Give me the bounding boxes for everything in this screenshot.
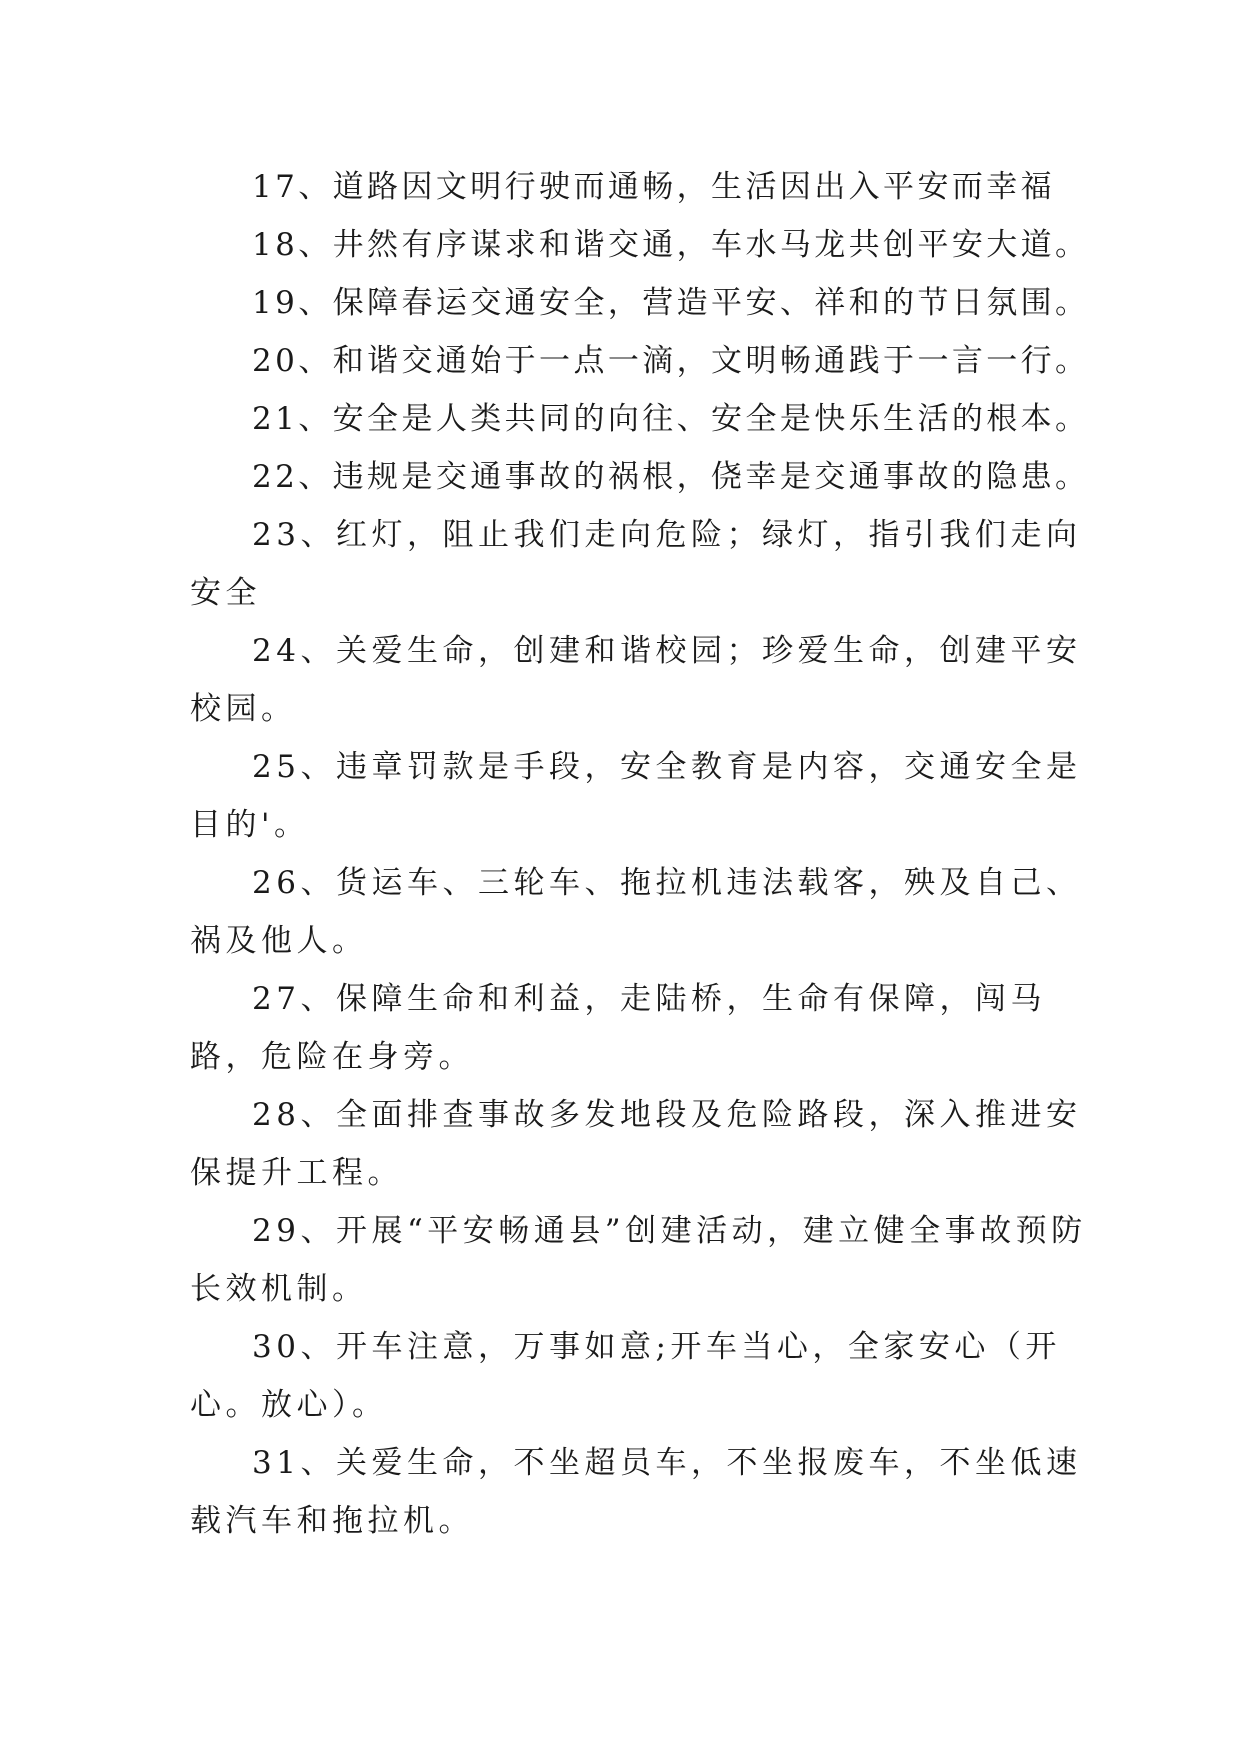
- paragraph-18: [190, 216, 1090, 274]
- paragraph-29: [190, 1202, 1090, 1318]
- item-number: 24: [252, 633, 301, 669]
- item-text: 、保障春运交通安全，营造平安、祥和的节日氛围。: [298, 285, 1090, 321]
- item-number: 29: [252, 1213, 301, 1249]
- paragraph-19: [190, 274, 1090, 332]
- item-number: 17: [252, 169, 299, 205]
- item-number: 23: [252, 517, 301, 553]
- paragraph-24: [190, 622, 1090, 738]
- paragraph-21: [190, 390, 1090, 448]
- item-number: 19: [252, 285, 299, 321]
- item-number: 28: [252, 1097, 301, 1133]
- item-number: 18: [252, 227, 299, 263]
- item-number: 25: [252, 749, 301, 785]
- item-text: 、开展“平安畅通县”创建活动，建立健全事故预防长效机制。: [190, 1213, 1087, 1307]
- paragraph-30: [190, 1318, 1090, 1434]
- item-text: 、货运车、三轮车、拖拉机违法载客，殃及自己、祸及他人。: [190, 865, 1082, 959]
- item-number: 27: [252, 981, 301, 1017]
- item-number: 22: [252, 459, 299, 495]
- paragraph-25: [190, 738, 1090, 854]
- paragraph-27: [190, 970, 1090, 1086]
- paragraph-23: [190, 506, 1090, 622]
- item-text: 、道路因文明行驶而通畅，生活因出入平安而幸福: [298, 169, 1056, 205]
- item-text: 、违章罚款是手段，安全教育是内容，交通安全是目的'。: [190, 749, 1082, 843]
- item-text: 、关爱生命，创建和谐校园；珍爱生命，创建平安校园。: [190, 633, 1082, 727]
- item-number: 21: [252, 401, 299, 437]
- paragraph-31: [190, 1434, 1090, 1550]
- item-text: 、井然有序谋求和谐交通，车水马龙共创平安大道。: [298, 227, 1090, 263]
- paragraph-26: [190, 854, 1090, 970]
- item-text: 、开车注意，万事如意;开车当心，全家安心（开心。放心）。: [190, 1329, 1061, 1423]
- item-number: 20: [252, 343, 299, 379]
- item-text: 、违规是交通事故的祸根，侥幸是交通事故的隐患。: [298, 459, 1090, 495]
- item-text: 、全面排查事故多发地段及危险路段，深入推进安保提升工程。: [190, 1097, 1082, 1191]
- item-text: 、保障生命和利益，走陆桥，生命有保障，闯马路，危险在身旁。: [190, 981, 1046, 1075]
- paragraph-17: [190, 158, 1090, 216]
- item-number: 31: [252, 1445, 301, 1481]
- item-text: 、和谐交通始于一点一滴，文明畅通践于一言一行。: [298, 343, 1090, 379]
- item-number: 30: [252, 1329, 301, 1365]
- item-number: 26: [252, 865, 301, 901]
- paragraph-20: [190, 332, 1090, 390]
- item-text: 、红灯，阻止我们走向危险；绿灯，指引我们走向安全: [190, 517, 1082, 611]
- item-text: 、安全是人类共同的向往、安全是快乐生活的根本。: [298, 401, 1090, 437]
- slogan-list: [190, 158, 1090, 1550]
- paragraph-22: [190, 448, 1090, 506]
- paragraph-28: [190, 1086, 1090, 1202]
- item-text: 、关爱生命，不坐超员车，不坐报废车，不坐低速载汽车和拖拉机。: [190, 1445, 1082, 1539]
